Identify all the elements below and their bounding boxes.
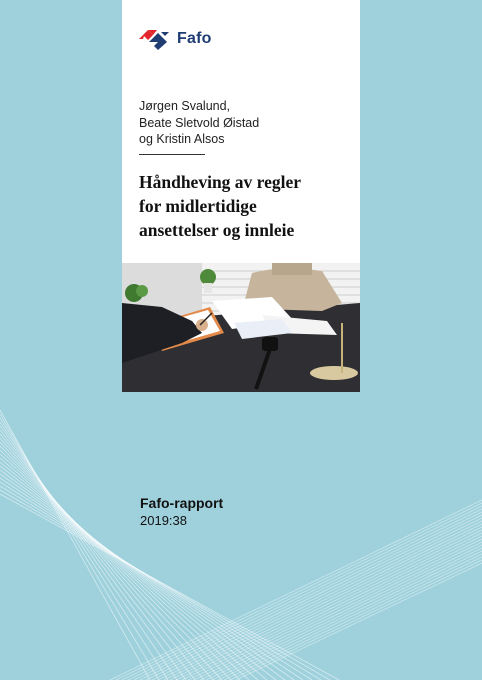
- divider: [139, 154, 205, 155]
- author-list: [139, 98, 349, 148]
- title-line: for midlertidige: [139, 196, 257, 216]
- author-line: og Kristin Alsos: [139, 132, 225, 146]
- logo-text: Fafo: [177, 30, 212, 47]
- report-series-label: Fafo-rapport: [140, 495, 224, 511]
- title-line: ansettelser og innleie: [139, 220, 295, 240]
- fafo-logo-icon: [139, 28, 173, 50]
- author-line: Jørgen Svalund,: [139, 99, 231, 113]
- author-line: Beate Sletvold Øistad: [139, 115, 260, 130]
- title-line: Håndheving av regler: [139, 172, 302, 192]
- cover-panel: [122, 0, 360, 263]
- report-info: [140, 494, 223, 529]
- fafo-logo: [139, 28, 212, 50]
- report-number: 2019:38: [140, 513, 187, 528]
- cover-photo: [122, 263, 360, 392]
- report-title: [139, 170, 354, 242]
